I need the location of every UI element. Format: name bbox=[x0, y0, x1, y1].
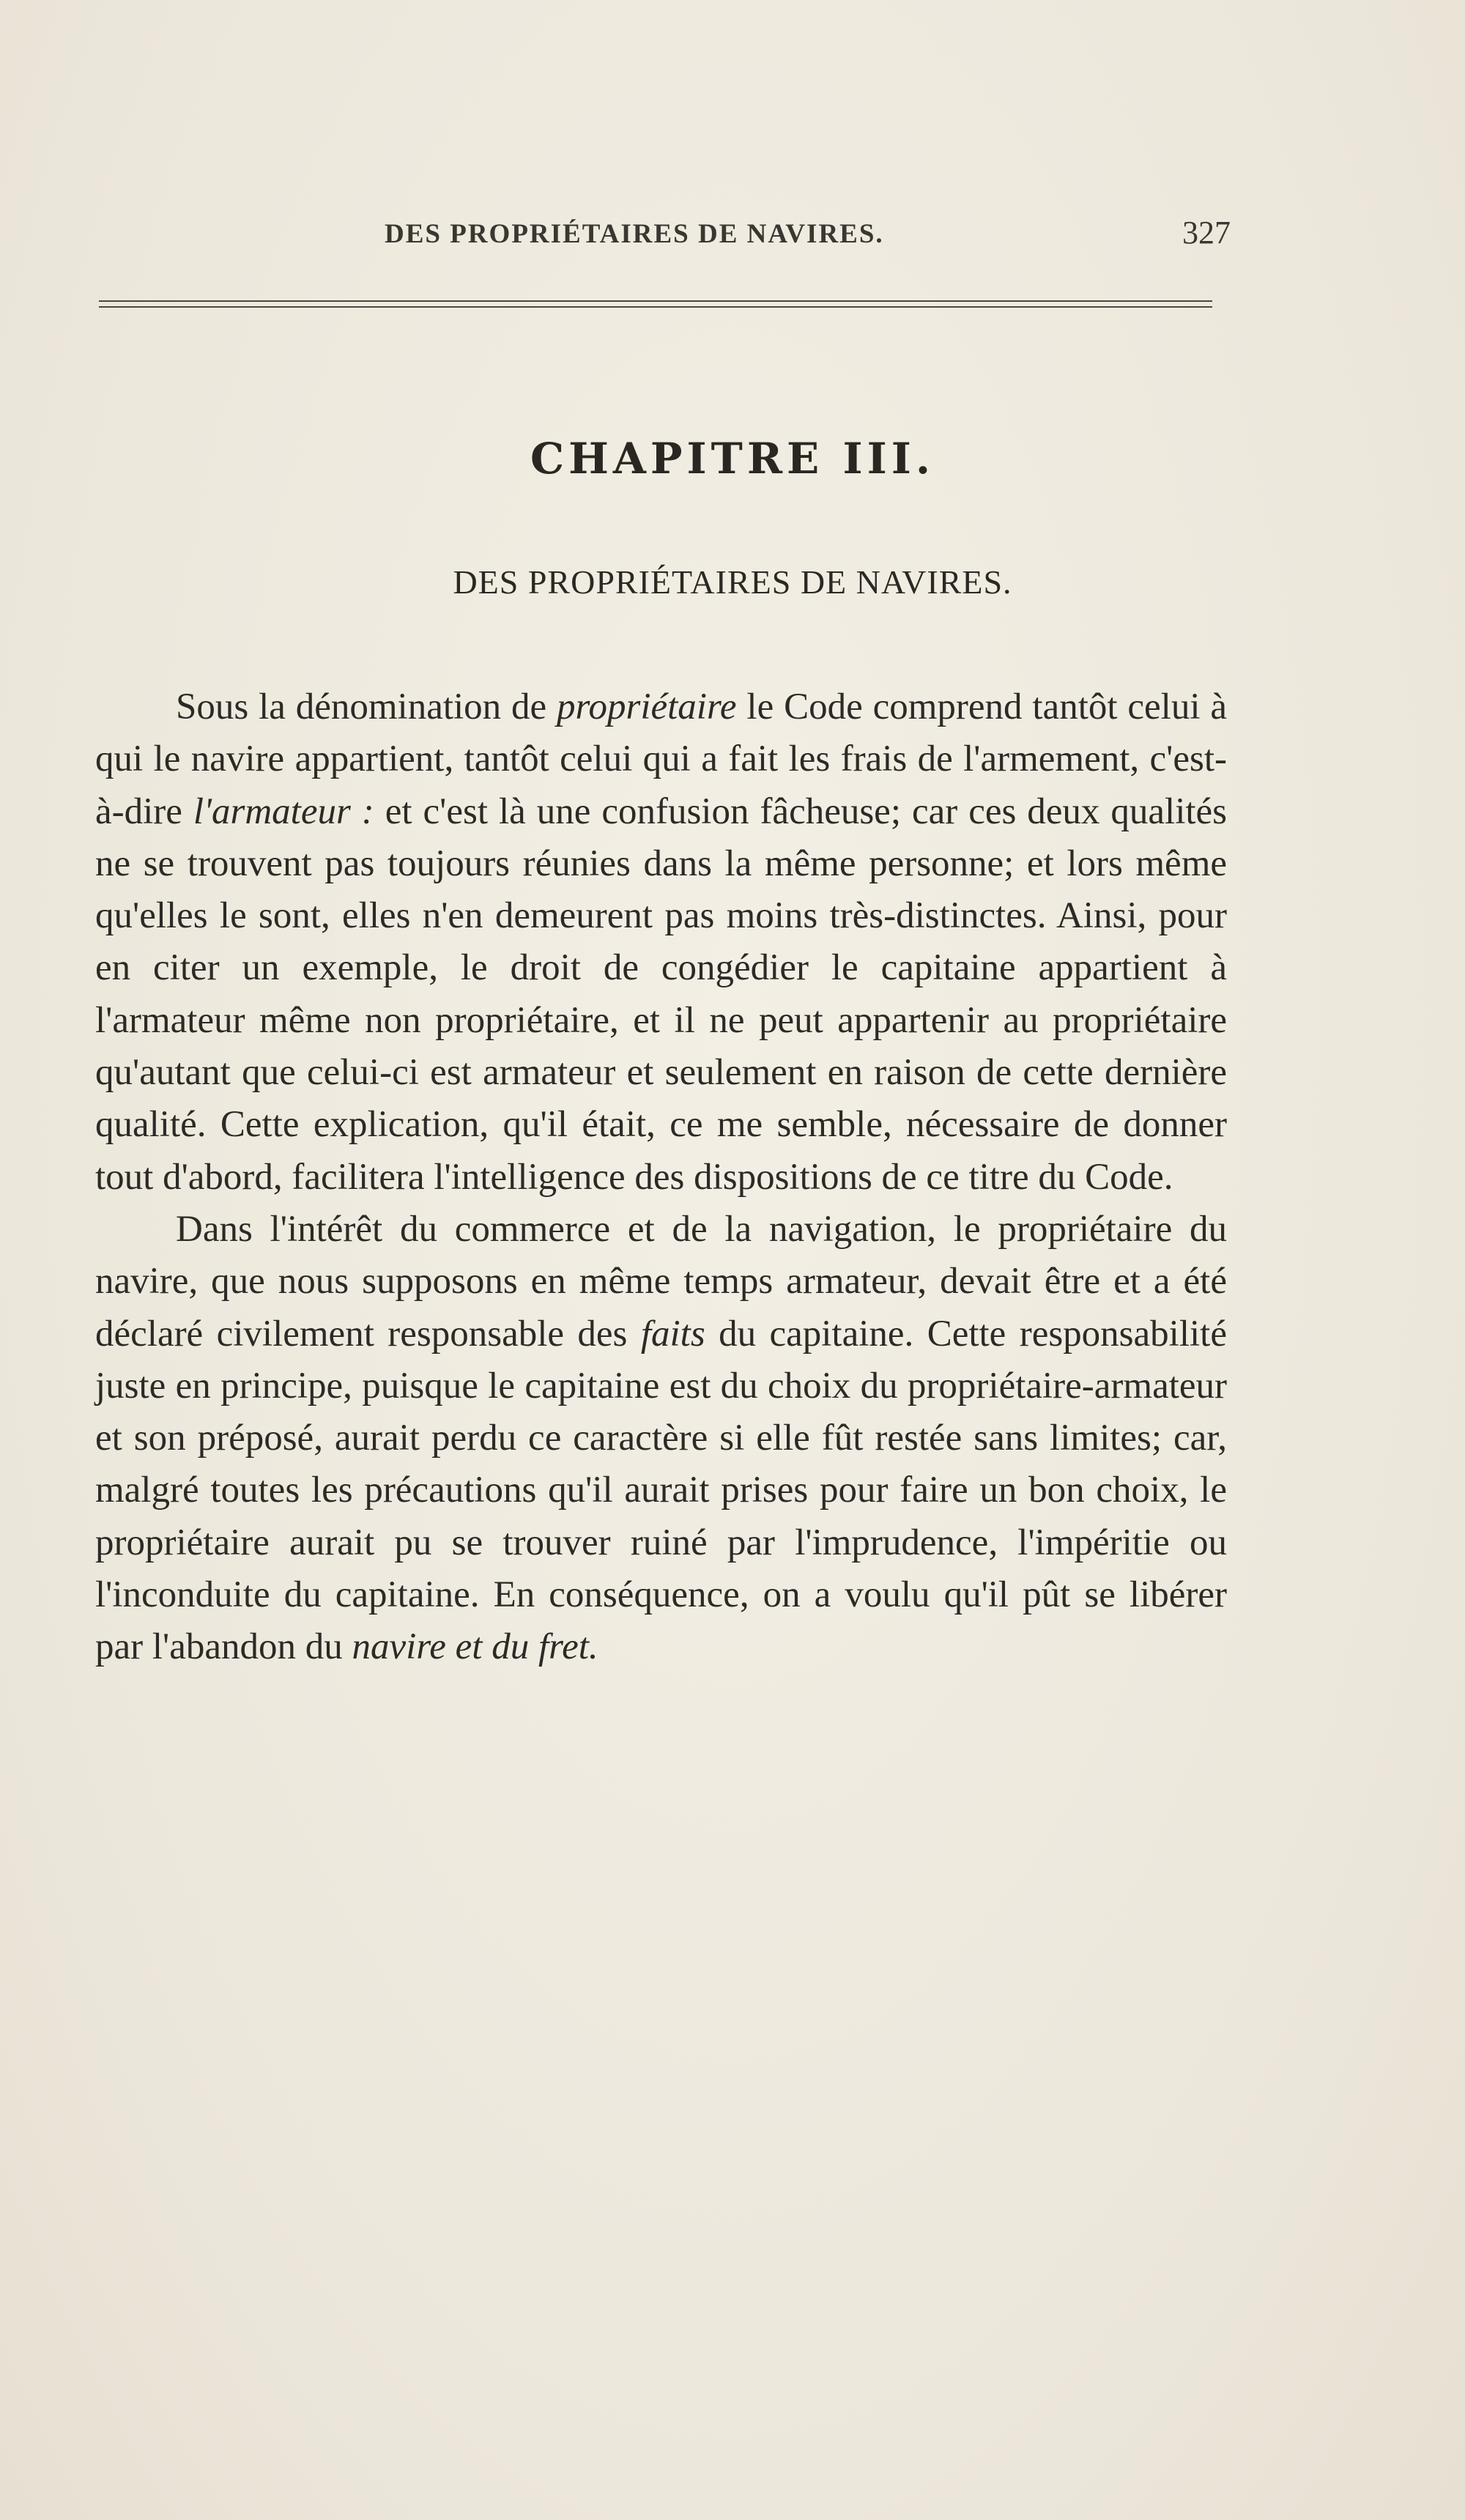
paragraph-1-text-a: Sous la dénomination de bbox=[176, 686, 557, 727]
rule-line-bottom bbox=[99, 306, 1212, 308]
paragraph-1-text-c: et c'est là une confusion fâcheuse; car ces deux qualités ne se trouvent pas toujours réunies dans la même personne; et lors même qu'elles le sont, elles n'en demeurent pas moins très-distinctes. Ainsi, pour en citer un exemple, le droit de congédier le capitaine appartient à l'armateur même non propriétaire, et il ne peut appartenir au propriétaire qu'autant que celui-ci est armateur et seulement en raison de cette dernière qualité. Cette explication, qu'il était, ce me semble, nécessaire de donner tout d'abord, facilitera l'intelligence des dispositions de ce titre du Code. bbox=[95, 790, 1228, 1198]
section-title: DES PROPRIÉTAIRES DE NAVIRES. bbox=[453, 563, 1012, 601]
body-text bbox=[95, 681, 1227, 1674]
paragraph-2 bbox=[95, 1204, 1227, 1674]
paragraph-2-text-a: Dans l'intérêt du commerce et de la navigation, le propriétaire du navire, que nous supposons en même temps armateur, devait être et a été déclaré civilement responsable des bbox=[95, 1208, 1227, 1354]
paragraph-2-text-b: du capitaine. Cette responsabilité juste en principe, puisque le capitaine est du choix du propriétaire-armateur et son préposé, aurait perdu ce caractère si elle fût restée sans limites; car, malgré toutes les précautions qu'il aurait prises pour faire un bon choix, le propriétaire aurait pu se trouver ruiné par l'imprudence, l'impéritie ou l'inconduite du capitaine. En conséquence, on a voulu qu'il pût se libérer par l'abandon du bbox=[95, 1313, 1227, 1668]
rule-line-top bbox=[99, 300, 1212, 302]
paragraph-2-italic-b: navire et du fret. bbox=[352, 1626, 598, 1668]
running-title: DES PROPRIÉTAIRES DE NAVIRES. bbox=[385, 219, 884, 249]
paragraph-1 bbox=[95, 681, 1227, 1204]
page-number: 327 bbox=[1182, 215, 1231, 251]
paragraph-1-text-b: le Code comprend tantôt celui à qui le navire appartient, tantôt celui qui a fait les frais de l'armement, c'est-à-dire bbox=[95, 686, 1227, 832]
running-head bbox=[95, 215, 1231, 262]
paragraph-1-italic-a: propriétaire bbox=[557, 686, 737, 727]
chapter-title: CHAPITRE III. bbox=[530, 434, 935, 483]
paragraph-2-italic-a: faits bbox=[640, 1313, 705, 1354]
paragraph-1-italic-b: l'armateur : bbox=[193, 790, 374, 832]
